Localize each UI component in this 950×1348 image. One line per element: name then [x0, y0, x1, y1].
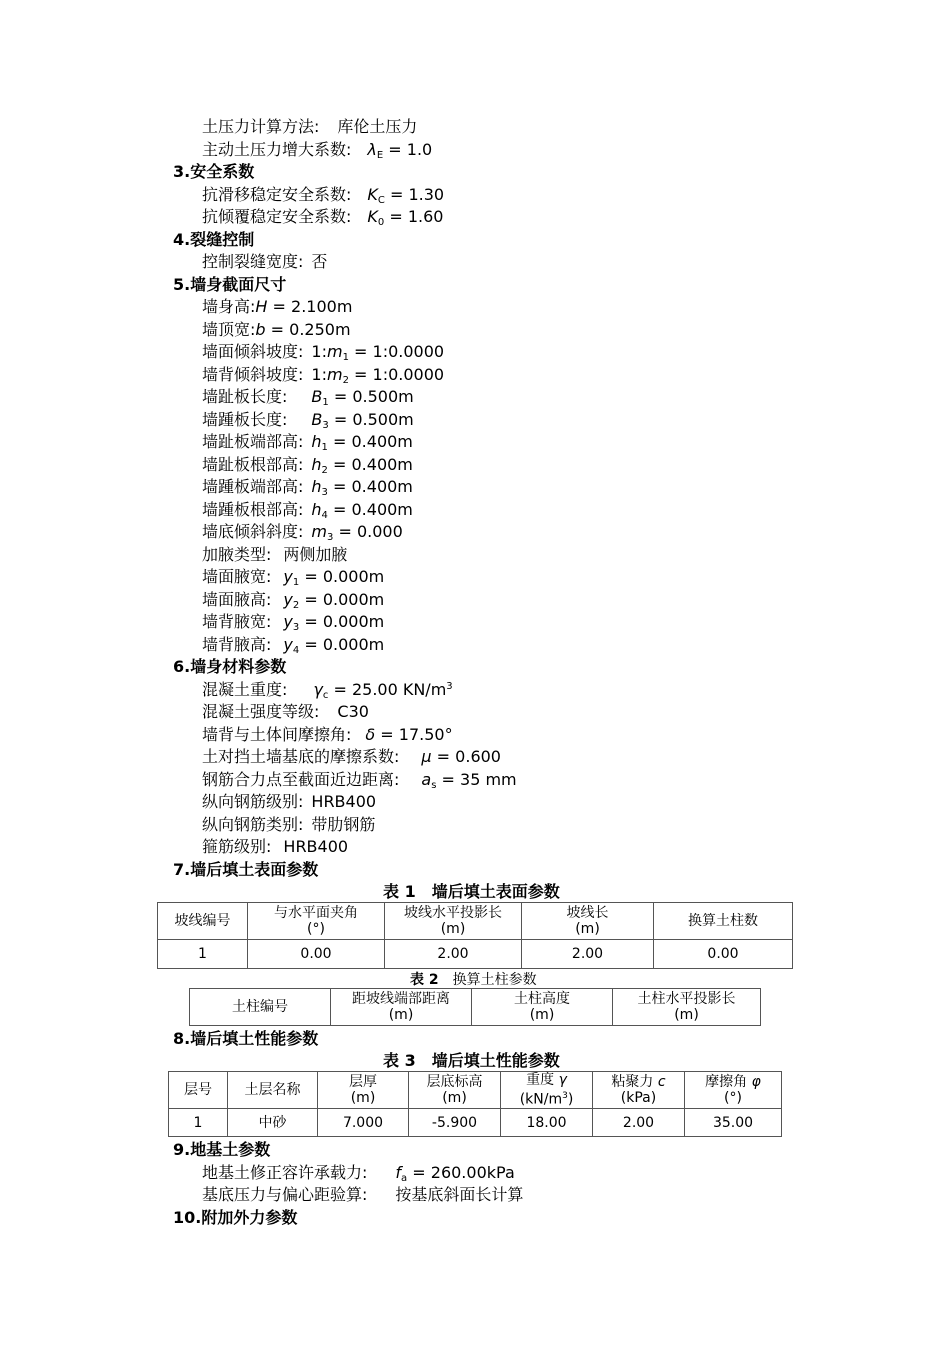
header-line-1 [593, 1074, 684, 1090]
header-text: 摩擦角 [705, 1074, 752, 1090]
slide-safety-factor: 抗滑移稳定安全系数: $K_C = 1.30$ [202, 185, 445, 206]
value: 两侧加腋 [283, 545, 348, 564]
label: 控制裂缝宽度: [202, 252, 304, 271]
table-cell: 1 [158, 940, 248, 969]
wall-height: 墙身高:H = 2.100m [202, 297, 353, 316]
table-2-caption [410, 970, 537, 990]
label: 纵向钢筋级别: [202, 792, 304, 811]
toe-root-height: 墙趾板根部高: $h_2 = 0.400m$ [202, 455, 413, 476]
wall-soil-friction-angle: 墙背与土体间摩擦角: δ = 17.50° [202, 725, 453, 744]
value: = 0.500m [328, 410, 414, 429]
table-1-caption [383, 882, 560, 902]
value: C30 [337, 702, 369, 721]
header-cell [228, 1072, 318, 1109]
value: 库伦土压力 [337, 117, 418, 136]
label: 纵向钢筋类别: [202, 815, 304, 834]
label: 墙底倾斜斜度: [202, 522, 304, 541]
value: = 0.600 [431, 747, 501, 766]
wall-back-slope: 墙背倾斜坡度: $1:m_2$ = 1:0.0000 [202, 365, 445, 386]
header-cell [613, 989, 761, 1026]
table-header-row [169, 1072, 782, 1109]
caption-title: 换算土柱参数 [452, 972, 537, 988]
value: = 260.00kPa [407, 1163, 515, 1182]
header-symbol: φ [751, 1074, 761, 1090]
label: 墙背腋宽: [202, 612, 272, 631]
section-heading-7: 7.墙后填土表面参数 [173, 860, 319, 879]
value: = 0.000m [299, 635, 385, 654]
label: 混凝土强度等级: [202, 702, 320, 721]
header-text: 粘聚力 [611, 1074, 658, 1090]
header-line-1: 土柱高度 [514, 991, 570, 1007]
value: = 1:0.0000 [348, 365, 445, 384]
wall-face-slope: 墙面倾斜坡度: $1:m_1$ = 1:0.0000 [202, 342, 445, 363]
header-line-2: (m) [575, 921, 600, 937]
value: = 0.000 [333, 522, 403, 541]
table-cell: 0.00 [654, 940, 793, 969]
label: 墙顶宽: [202, 320, 256, 339]
heel-root-height: 墙踵板根部高: $h_4 = 0.400m$ [202, 500, 413, 521]
stirrup-grade [202, 837, 348, 857]
label: 墙踵板长度: [202, 410, 288, 429]
heel-slab-length: 墙踵板长度: $B_3 = 0.500m$ [202, 410, 414, 431]
table-2 [189, 988, 761, 1026]
face-haunch-width: 墙面腋宽: $y_1 = 0.000m$ [202, 567, 385, 588]
header-cell [593, 1072, 685, 1109]
section-heading-9: 9.地基土参数 [173, 1140, 271, 1159]
value: HRB400 [311, 792, 377, 811]
header-cell [385, 903, 522, 940]
header-line-1 [501, 1072, 592, 1088]
value: = 1.0 [383, 140, 433, 159]
header-cell [331, 989, 472, 1026]
header-line-1: 土柱水平投影长 [637, 991, 736, 1007]
label: 抗倾覆稳定安全系数: [202, 207, 352, 226]
label: 墙踵板根部高: [202, 500, 304, 519]
rebar-cover-distance: 钢筋合力点至截面近边距离: $a_s = 35$ mm [202, 770, 517, 791]
header-line-1: 层号 [184, 1082, 212, 1098]
back-haunch-width: 墙背腋宽: $y_3 = 0.000m$ [202, 612, 385, 633]
eccentricity-check-method [202, 1185, 523, 1205]
label: 加腋类型: [202, 545, 272, 564]
back-haunch-height: 墙背腋高: $y_4 = 0.000m$ [202, 635, 385, 656]
label: 土压力计算方法: [202, 117, 320, 136]
wall-top-width: 墙顶宽:b = 0.250m [202, 320, 351, 339]
label: 墙背倾斜坡度: [202, 365, 304, 384]
header-cell [501, 1072, 593, 1109]
value: = 35 mm [436, 770, 517, 789]
value: = 0.400m [327, 432, 413, 451]
value: = 2.100m [267, 297, 353, 316]
value: = 1.60 [384, 207, 444, 226]
header-line-1: 坡线编号 [174, 913, 231, 929]
base-slope: 墙底倾斜斜度: $m_3 = 0.000$ [202, 522, 403, 543]
value: = 17.50° [375, 725, 453, 744]
haunch-type [202, 545, 347, 565]
label: 墙面倾斜坡度: [202, 342, 304, 361]
header-text: 重度 [526, 1072, 559, 1089]
value: = 25.00 KN/m [328, 680, 447, 699]
value: = 0.400m [327, 500, 413, 519]
header-line-1 [685, 1074, 781, 1090]
table-header-row [158, 903, 793, 940]
label: 箍筋级别: [202, 837, 272, 856]
table-cell: -5.900 [409, 1109, 501, 1137]
crack-width-control [202, 252, 327, 272]
label: 墙背与土体间摩擦角: [202, 725, 352, 744]
label: 主动土压力增大系数: [202, 140, 352, 159]
header-cell [169, 1072, 228, 1109]
section-heading-3: 3.安全系数 [173, 162, 255, 181]
value: = 0.500m [328, 387, 414, 406]
label: 钢筋合力点至截面近边距离: [202, 770, 400, 789]
label: 墙背腋高: [202, 635, 272, 654]
section-heading-6: 6.墙身材料参数 [173, 657, 287, 676]
header-line-2: (m) [674, 1007, 699, 1023]
header-line-1: 坡线长 [566, 905, 609, 921]
header-line-2: (m) [440, 921, 466, 937]
table-1 [157, 902, 793, 969]
heel-end-height: 墙踵板端部高: $h_3 = 0.400m$ [202, 477, 413, 498]
label: 墙面腋高: [202, 590, 272, 609]
header-cell [522, 903, 654, 940]
label: 地基土修正容许承载力: [202, 1163, 368, 1182]
header-symbol: γ [558, 1072, 567, 1089]
base-friction-coefficient: 土对挡土墙基底的摩擦系数: μ = 0.600 [202, 747, 501, 766]
label: 抗滑移稳定安全系数: [202, 185, 352, 204]
header-cell [409, 1072, 501, 1109]
label: 土对挡土墙基底的摩擦系数: [202, 747, 400, 766]
value: = 1:0.0000 [348, 342, 445, 361]
header-cell [685, 1072, 782, 1109]
label: 墙趾板长度: [202, 387, 288, 406]
header-line-2: (kPa) [620, 1090, 657, 1106]
caption-title: 墙后填土性能参数 [431, 1051, 560, 1070]
table-cell: 1 [169, 1109, 228, 1137]
caption-number: 表 1 [383, 882, 416, 901]
label: 混凝土重度: [202, 680, 288, 699]
concrete-unit-weight: 混凝土重度: $\gamma_c = 25.00$ $KN/m^3$ [202, 680, 453, 701]
label: 墙身高: [202, 297, 256, 316]
label: 基底压力与偏心距验算: [202, 1185, 368, 1204]
table-cell: 2.00 [522, 940, 654, 969]
label: 墙踵板端部高: [202, 477, 304, 496]
table-cell: 0.00 [248, 940, 385, 969]
value: = 0.000m [299, 590, 385, 609]
face-haunch-height: 墙面腋高: $y_2 = 0.000m$ [202, 590, 385, 611]
header-line-1: 层厚 [349, 1074, 377, 1090]
header-line-1: 层底标高 [426, 1074, 483, 1090]
header-line-2: $(kN/m^3)$ [519, 1091, 574, 1108]
value: = 0.400m [327, 455, 413, 474]
header-line-1: 坡线水平投影长 [404, 905, 502, 921]
header-unit: (kN/m [519, 1091, 563, 1108]
table-row [158, 940, 793, 969]
longitudinal-rebar-grade [202, 792, 376, 812]
header-cell [158, 903, 248, 940]
table-cell: 2.00 [593, 1109, 685, 1137]
value: 否 [311, 252, 328, 271]
toe-slab-length: 墙趾板长度: $B_1 = 0.500m$ [202, 387, 414, 408]
header-line-1: 距坡线端部距离 [352, 991, 450, 1007]
earth-pressure-method [202, 117, 417, 137]
overturn-safety-factor: 抗倾覆稳定安全系数: $K_0 = 1.60$ [202, 207, 444, 228]
value: 带肋钢筋 [311, 815, 376, 834]
header-line-1: 土层名称 [244, 1082, 301, 1098]
header-line-1: 土柱编号 [232, 999, 288, 1015]
header-cell [190, 989, 331, 1026]
header-cell [472, 989, 613, 1026]
header-cell [318, 1072, 409, 1109]
value: HRB400 [283, 837, 349, 856]
caption-title: 墙后填土表面参数 [431, 882, 560, 901]
header-line-1: 与水平面夹角 [274, 905, 358, 921]
value: = 0.000m [299, 567, 385, 586]
header-cell [248, 903, 385, 940]
value: = 0.250m [265, 320, 351, 339]
table-cell: 35.00 [685, 1109, 782, 1137]
header-line-1: 换算土柱数 [688, 913, 758, 929]
caption-number: 表 3 [383, 1051, 416, 1070]
toe-end-height: 墙趾板端部高: $h_1 = 0.400m$ [202, 432, 413, 453]
label: 墙趾板根部高: [202, 455, 304, 474]
header-line-2: (°) [307, 921, 325, 937]
concrete-grade [202, 702, 369, 722]
table-3-caption [383, 1051, 560, 1071]
header-line-2: (°) [724, 1090, 742, 1106]
table-cell: 7.000 [318, 1109, 409, 1137]
value: 按基底斜面长计算 [395, 1185, 524, 1204]
value: = 0.000m [299, 612, 385, 631]
section-heading-5: 5.墙身截面尺寸 [173, 275, 287, 294]
caption-number: 表 2 [410, 972, 439, 988]
foundation-bearing-capacity: 地基土修正容许承载力: $f_a = 260.00kPa$ [202, 1163, 515, 1184]
table-row [169, 1109, 782, 1137]
table-cell: 中砂 [228, 1109, 318, 1137]
table-3 [168, 1071, 782, 1137]
header-line-2: (m) [350, 1090, 376, 1106]
table-header-row [190, 989, 761, 1026]
label: 墙面腋宽: [202, 567, 272, 586]
header-symbol: c [657, 1074, 666, 1090]
active-pressure-factor: 主动土压力增大系数: $\lambda_E = 1.0$ [202, 140, 433, 161]
longitudinal-rebar-type [202, 815, 375, 835]
table-cell: 18.00 [501, 1109, 593, 1137]
table-cell: 2.00 [385, 940, 522, 969]
value: = 1.30 [384, 185, 445, 204]
header-line-2: (m) [442, 1090, 467, 1106]
label: 墙趾板端部高: [202, 432, 304, 451]
value: = 0.400m [327, 477, 413, 496]
header-cell [654, 903, 793, 940]
header-line-2: (m) [388, 1007, 414, 1023]
header-line-2: (m) [529, 1007, 555, 1023]
section-heading-8: 8.墙后填土性能参数 [173, 1029, 319, 1048]
section-heading-4: 4.裂缝控制 [173, 230, 255, 249]
section-heading-10: 10.附加外力参数 [173, 1208, 298, 1227]
